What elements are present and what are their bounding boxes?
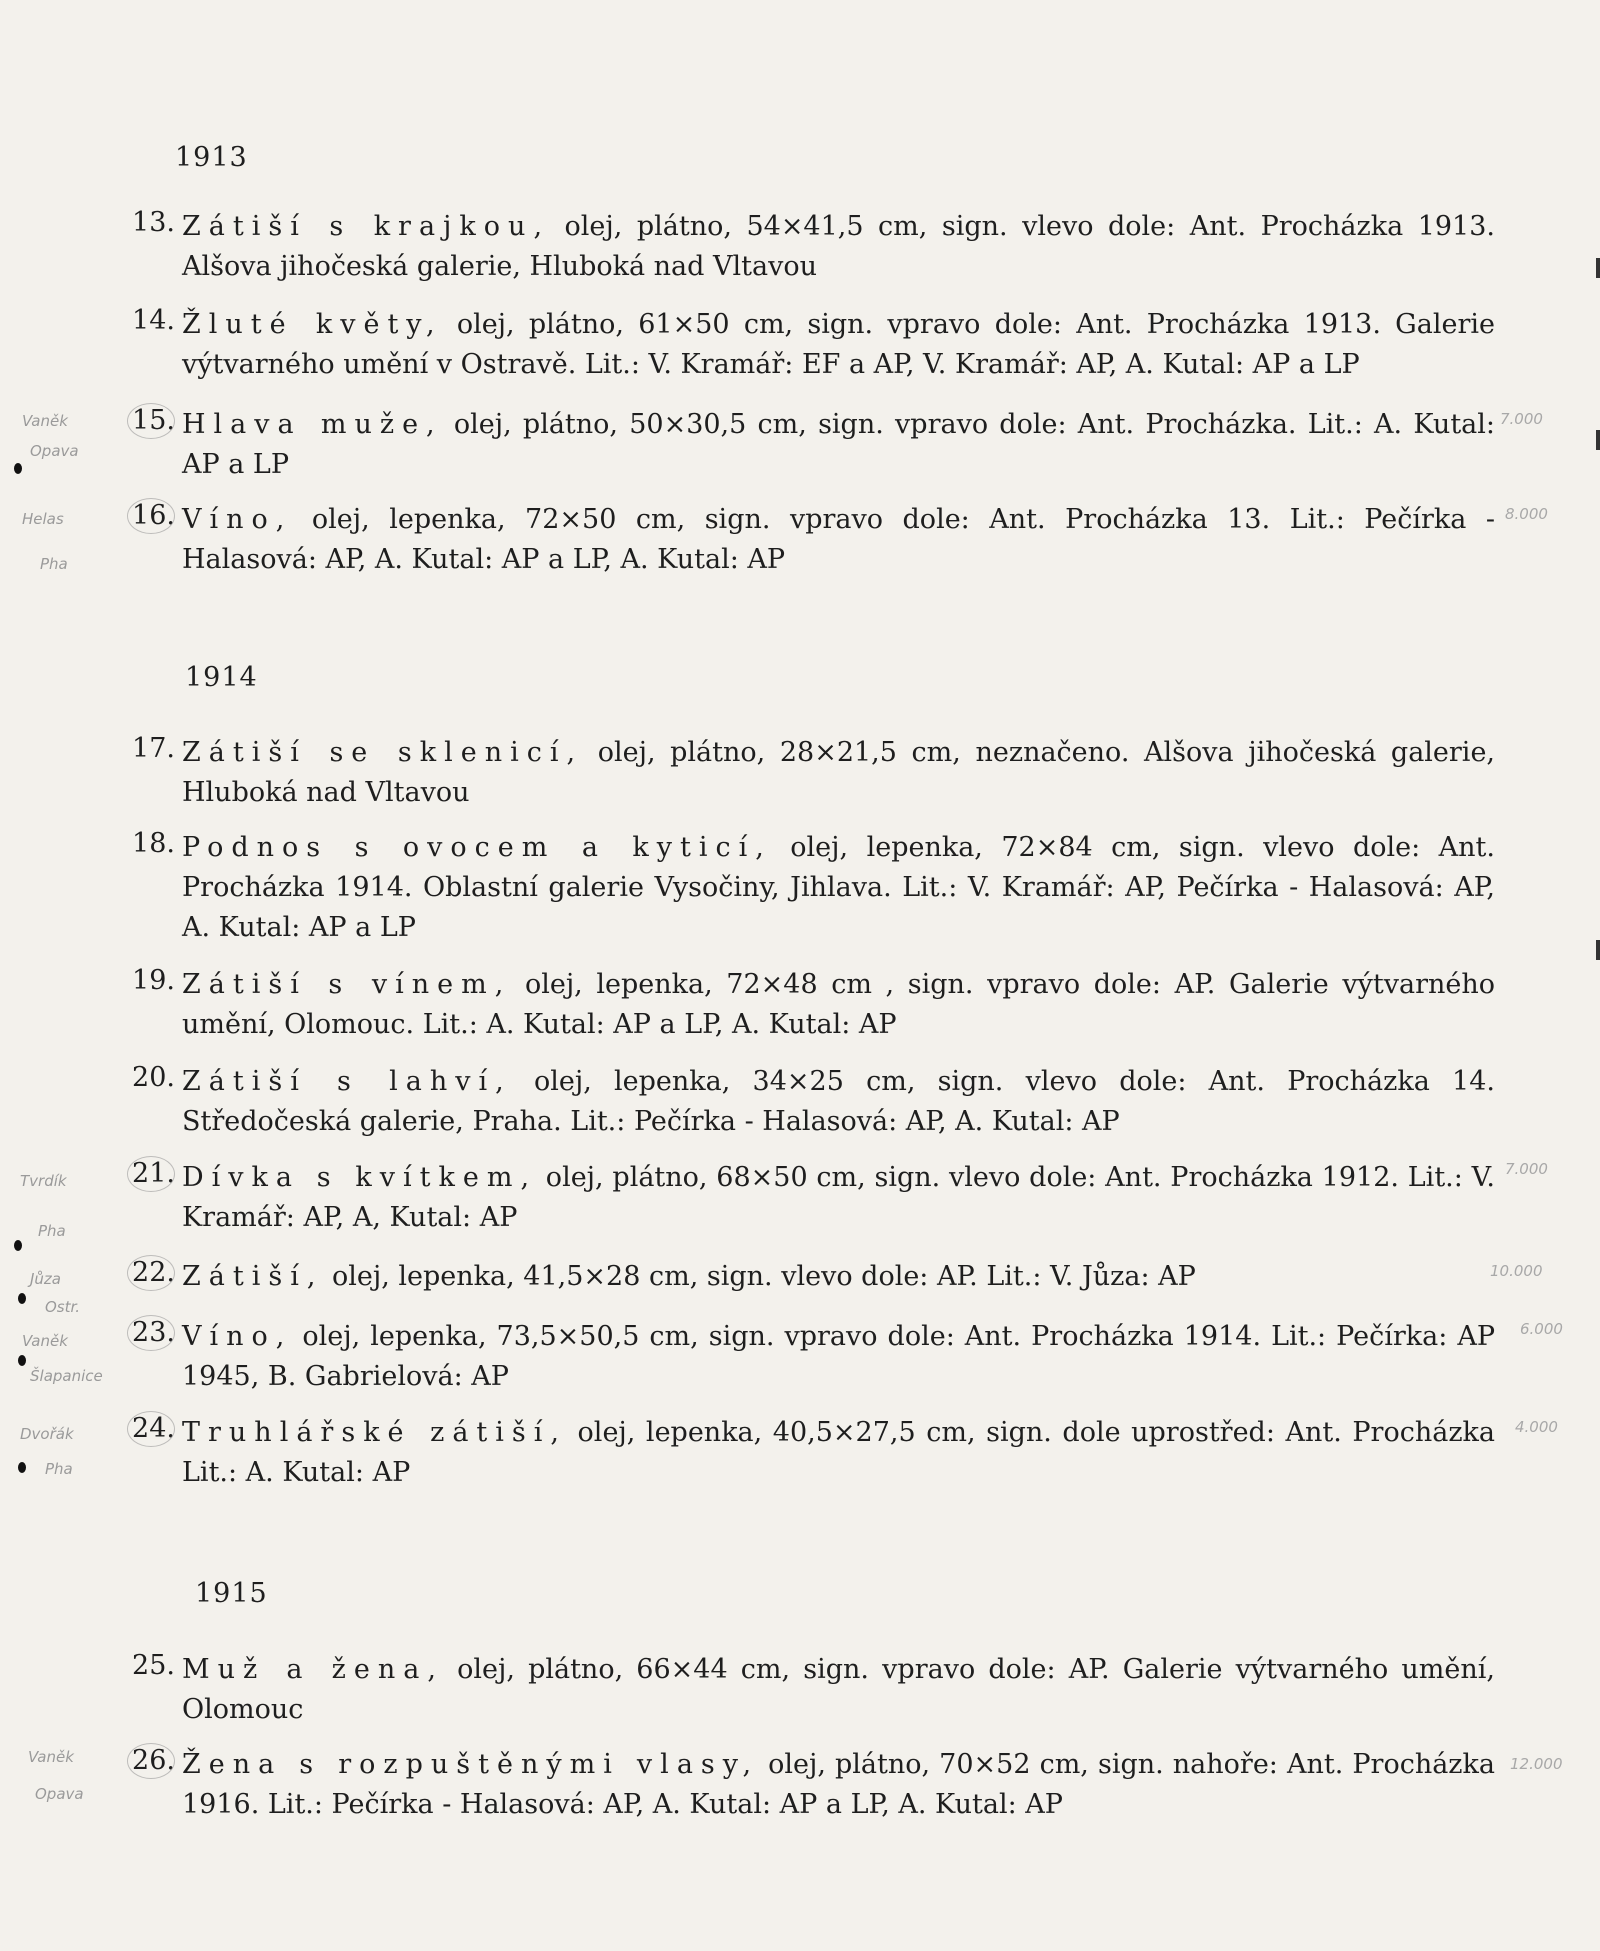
margin-note: Pha [45,1460,73,1478]
catalog-entry [125,405,1495,485]
entry-title: Zátiší s lahví, [182,1066,512,1097]
catalog-entry [125,828,1495,948]
margin-note: Vaněk [28,1748,74,1766]
entry-number: 23. [125,1317,175,1348]
catalog-entry [125,965,1495,1045]
entry-number: 26. [125,1745,175,1776]
margin-note: Šlapanice [30,1367,103,1385]
margin-note: Ostr. [45,1298,81,1316]
year-heading: 1914 [185,662,258,693]
catalog-entry [125,1062,1495,1142]
entry-title: Truhlářské zátiší, [182,1417,567,1448]
margin-note: Pha [38,1222,66,1240]
entry-title: Dívka s kvítkem, [182,1162,538,1193]
catalog-entry [125,1317,1495,1397]
entry-title: Zátiší, [182,1261,324,1292]
margin-note: Pha [40,555,68,573]
entry-title: Žena s rozpuštěnými vlasy, [182,1749,760,1780]
entry-description: olej, lepenka, 73,5×50,5 cm, sign. vpravo dole: Ant. Procházka 1914. Lit.: Pečírka: AP 1945, B. Gabrielová: AP [182,1321,1495,1392]
catalog-entry [125,500,1495,580]
catalog-entry [125,207,1495,287]
ink-dot [18,1462,26,1473]
price-note: 7.000 [1500,410,1543,428]
catalog-entry [125,1745,1495,1825]
edge-mark [1596,258,1600,278]
entry-number: 18. [132,828,175,859]
entry-title: Víno, [182,1321,293,1352]
margin-note: Opava [35,1785,84,1803]
entry-title: Muž a žena, [182,1654,444,1685]
catalog-entry [125,1257,1495,1297]
entry-description: olej, lepenka, 72×50 cm, sign. vpravo dole: Ant. Procházka 13. Lit.: Pečírka - Halasová: AP, A. Kutal: AP a LP, A. Kutal: AP [182,504,1495,575]
entry-number: 13. [132,207,175,238]
price-note: 7.000 [1505,1160,1548,1178]
entry-number: 19. [132,965,175,996]
entry-description: olej, plátno, 50×30,5 cm, sign. vpravo dole: Ant. Procházka. Lit.: A. Kutal: AP a LP [182,409,1495,480]
entry-description: olej, lepenka, 41,5×28 cm, sign. vlevo dole: AP. Lit.: V. Jůza: AP [323,1261,1196,1292]
ink-dot [18,1355,26,1366]
margin-note: Vaněk [22,412,68,430]
entry-number: 14. [132,305,175,336]
entry-description: olej, plátno, 61×50 cm, sign. vpravo dole: Ant. Procházka 1913. Galerie výtvarného umění v Ostravě. Lit.: V. Kramář: EF a AP, V. Kramář: AP, A. Kutal: AP a LP [182,309,1495,380]
entry-number: 17. [132,733,175,764]
edge-mark [1596,430,1600,450]
margin-note: Jůza [30,1270,61,1288]
catalog-entry [125,1650,1495,1730]
ink-dot [14,1240,22,1251]
entry-title: Zátiší s vínem, [182,969,512,1000]
catalog-entry [125,1413,1495,1493]
entry-number: 25. [132,1650,175,1681]
entry-description: olej, plátno, 70×52 cm, sign. nahoře: Ant. Procházka 1916. Lit.: Pečírka - Halasová: AP, A. Kutal: AP a LP, A. Kutal: AP [182,1749,1495,1820]
price-note: 10.000 [1490,1262,1543,1280]
entry-number: 16. [125,500,175,531]
catalog-entry [125,1158,1495,1238]
entry-title: Zátiší se sklenicí, [182,737,584,768]
entry-description: olej, lepenka, 40,5×27,5 cm, sign. dole uprostřed: Ant. Procházka Lit.: A. Kutal: AP [182,1417,1495,1488]
edge-mark [1596,940,1600,960]
entry-title: Podnos s ovocem a kyticí, [182,832,772,863]
catalog-entry [125,305,1495,385]
price-note: 6.000 [1520,1320,1563,1338]
margin-note: Dvořák [20,1425,74,1443]
entry-description: olej, plátno, 68×50 cm, sign. vlevo dole: Ant. Procházka 1912. Lit.: V. Kramář: AP, A, Kutal: AP [182,1162,1495,1233]
price-note: 12.000 [1510,1755,1563,1773]
entry-number: 24. [125,1413,175,1444]
margin-note: Opava [30,442,79,460]
entry-number: 20. [132,1062,175,1093]
entry-title: Zátiší s krajkou, [182,211,551,242]
entry-description: olej, plátno, 54×41,5 cm, sign. vlevo dole: Ant. Procházka 1913. Alšova jihočeská galerie, Hluboká nad Vltavou [182,211,1495,282]
margin-note: Tvrdík [20,1172,67,1190]
entry-title: Hlava muže, [182,409,443,440]
price-note: 4.000 [1515,1418,1558,1436]
entry-number: 22. [125,1257,175,1288]
entry-number: 21. [125,1158,175,1189]
year-heading: 1915 [195,1578,268,1609]
margin-note: Vaněk [22,1332,68,1350]
catalog-entry [125,733,1495,813]
entry-number: 15. [125,405,175,436]
entry-description: olej, lepenka, 72×48 cm , sign. vpravo dole: AP. Galerie výtvarného umění, Olomouc. Lit.: A. Kutal: AP a LP, A. Kutal: AP [182,969,1495,1040]
price-note: 8.000 [1505,505,1548,523]
margin-note: Helas [22,510,64,528]
entry-description: olej, lepenka, 72×84 cm, sign. vlevo dole: Ant. Procházka 1914. Oblastní galerie Vysočiny, Jihlava. Lit.: V. Kramář: AP, Pečírka - Halasová: AP, A. Kutal: AP a LP [182,832,1495,943]
entry-description: olej, plátno, 66×44 cm, sign. vpravo dole: AP. Galerie výtvarného umění, Olomouc [182,1654,1495,1725]
entry-title: Žluté květy, [182,309,443,340]
entry-description: olej, lepenka, 34×25 cm, sign. vlevo dole: Ant. Procházka 14. Středočeská galerie, Praha. Lit.: Pečírka - Halasová: AP, A. Kutal: AP [182,1066,1495,1137]
entry-title: Víno, [182,504,293,535]
year-heading: 1913 [175,142,248,173]
ink-dot [18,1293,26,1304]
entry-description: olej, plátno, 28×21,5 cm, neznačeno. Alšova jihočeská galerie, Hluboká nad Vltavou [182,737,1496,808]
ink-dot [14,463,22,474]
